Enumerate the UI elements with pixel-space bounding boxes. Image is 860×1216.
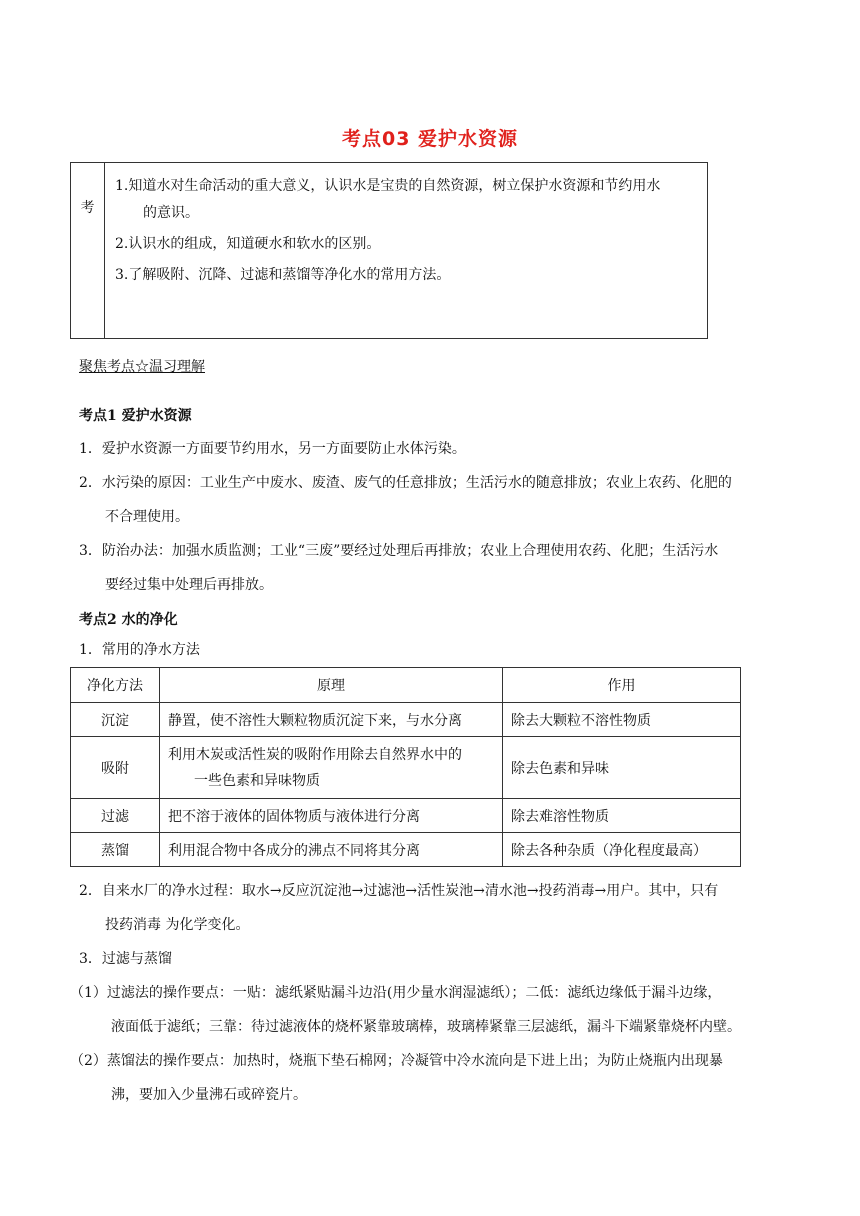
section-link[interactable]: 聚焦考点☆温习理解 [79,359,205,375]
paragraph-line: （1）过滤法的操作要点：一贴：滤纸紧贴漏斗边沿(用少量水润湿滤纸）；二低：滤纸边缘低于漏斗边缘， [70,985,722,1001]
table-row [71,833,741,867]
effect-cell: 除去难溶性物质 [503,799,741,833]
requirement-item [115,173,700,227]
principle-line: 一些色素和异味物质 [194,772,320,789]
table-row [71,737,741,799]
point1-list [79,432,785,602]
method-cell: 过滤 [71,799,160,833]
effect-cell: 除去大颗粒不溶性物质 [503,703,741,737]
effect-cell: 除去各种杂质（净化程度最高） [503,833,741,867]
paragraph-line: 液面低于滤纸；三靠：待过滤液体的烧杯紧靠玻璃棒，玻璃棒紧靠三层滤纸，漏斗下端紧靠烧杯内壁。 [111,1019,741,1035]
requirement-line: 1.知道水对生命活动的重大意义，认识水是宝贵的自然资源，树立保护水资源和节约用水 [115,178,661,194]
table-header: 作用 [503,668,741,703]
paragraph-line: 2．自来水厂的净水过程：取水→反应沉淀池→过滤池→活性炭池→清水池→投药消毒→用户。其中，只有 [79,883,719,899]
principle-cell: 把不溶于液体的固体物质与液体进行分离 [160,799,503,833]
paragraph-line: 投药消毒 为化学变化。 [105,917,250,933]
list-item [79,466,785,534]
list-line: 2．水污染的原因：工业生产中废水、废渣、废气的任意排放；生活污水的随意排放；农业上农药、化肥的 [79,475,732,491]
table-header: 净化方法 [71,668,160,703]
waterworks-process [79,874,785,942]
purification-table [70,667,741,867]
table-row [71,799,741,833]
list-item [79,534,785,602]
principle-cell: 静置，使不溶性大颗粒物质沉淀下来，与水分离 [160,703,503,737]
principle-cell: 利用混合物中各成分的沸点不同将其分离 [160,833,503,867]
requirement-item: 3.了解吸附、沉降、过滤和蒸馏等净化水的常用方法。 [115,267,451,283]
requirements-side-label: 考 [71,163,105,338]
page-title: 考点03 爱护水资源 [341,128,519,150]
point2-heading: 考点2 水的净化 [79,612,178,628]
effect-cell: 除去色素和异味 [503,737,741,799]
filter-distill-title: 3．过滤与蒸馏 [79,951,172,967]
table-header: 原理 [160,668,503,703]
list-line: 不合理使用。 [105,509,189,525]
list-line: 3．防治办法：加强水质监测；工业“三废”要经过处理后再排放；农业上合理使用农药、化肥；生活污水 [79,543,719,559]
filtration-points [70,976,785,1044]
principle-line: 利用木炭或活性炭的吸附作用除去自然界水中的 [168,746,462,763]
distillation-points [70,1044,785,1112]
method-cell: 蒸馏 [71,833,160,867]
principle-cell [160,737,503,799]
paragraph-line: 沸，要加入少量沸石或碎瓷片。 [111,1087,307,1103]
method-cell: 沉淀 [71,703,160,737]
list-line: 要经过集中处理后再排放。 [105,577,273,593]
method-cell: 吸附 [71,737,160,799]
list-item: 1．爱护水资源一方面要节约用水，另一方面要防止水体污染。 [79,441,466,457]
requirement-item: 2.认识水的组成，知道硬水和软水的区别。 [115,236,381,252]
point1-heading: 考点1 爱护水资源 [79,408,192,424]
table-header-row [71,668,741,703]
requirements-box [70,162,708,339]
table-row [71,703,741,737]
paragraph-line: （2）蒸馏法的操作要点：加热时，烧瓶下垫石棉网；冷凝管中冷水流向是下进上出；为防止烧瓶内出现暴 [70,1053,723,1069]
table-intro: 1．常用的净水方法 [79,642,200,658]
requirements-list [115,173,700,289]
requirement-line: 的意识。 [143,205,199,221]
